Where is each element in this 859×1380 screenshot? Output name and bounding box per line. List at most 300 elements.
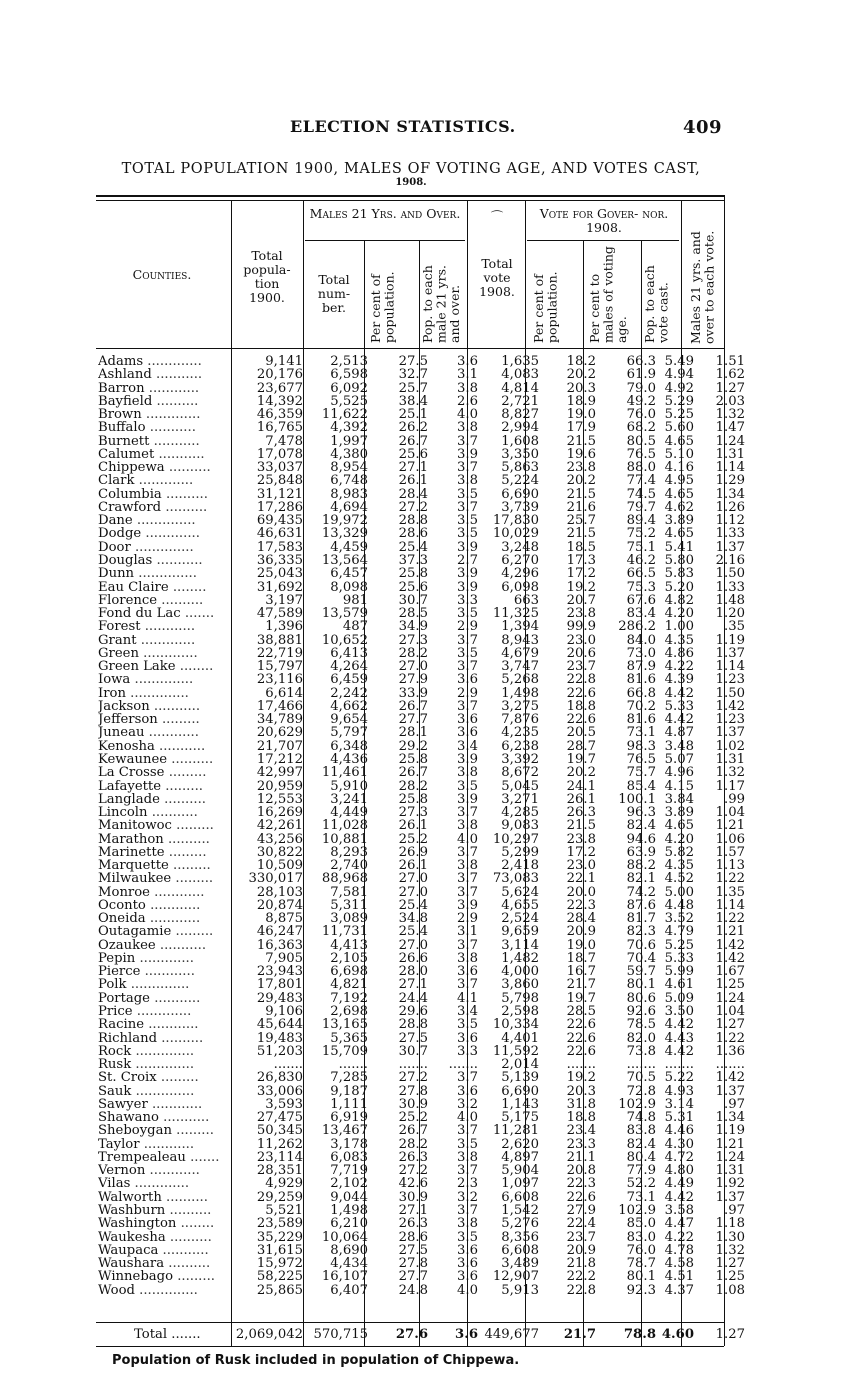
table-cell: 1,498 xyxy=(501,686,539,700)
table-cell: 19,483 xyxy=(256,1031,303,1045)
table-row xyxy=(98,461,748,474)
table-cell: 2,620 xyxy=(501,1137,539,1151)
header-counties: Counties. xyxy=(132,267,192,282)
total-row xyxy=(98,1326,748,1344)
table-cell: 19.7 xyxy=(566,991,596,1006)
table-cell: 3.7 xyxy=(457,1124,478,1138)
table-cell: 66.3 xyxy=(626,355,656,369)
table-row xyxy=(98,740,748,753)
table-cell: 81.6 xyxy=(626,713,656,727)
leader-dots: ........... xyxy=(154,739,206,753)
table-cell: 4,821 xyxy=(330,978,368,992)
table-cell: 19.7 xyxy=(566,752,596,767)
leader-dots: ............. xyxy=(136,633,196,647)
county-name xyxy=(98,1071,232,1084)
county-name xyxy=(98,382,232,395)
table-cell: 26,830 xyxy=(256,1071,303,1085)
leader-dots: ............. xyxy=(138,646,198,661)
table-cell: 33,037 xyxy=(256,461,303,475)
header-males-pop-each: Pop. to each male 21 yrs. and over. xyxy=(420,265,462,343)
table-cell: 28.7 xyxy=(566,739,596,753)
table-cell: 45,644 xyxy=(256,1018,303,1032)
table-cell: 1.32 xyxy=(715,408,745,422)
table-row xyxy=(98,1217,748,1230)
county-name xyxy=(98,819,232,832)
table-cell: 58,225 xyxy=(256,1270,303,1284)
table-cell: 18.7 xyxy=(566,951,596,966)
table-cell: 51,203 xyxy=(256,1044,303,1059)
table-cell: 82.4 xyxy=(626,819,656,833)
table-cell: 6,098 xyxy=(501,580,539,594)
table-cell: 3.6 xyxy=(457,355,478,369)
table-row xyxy=(98,793,748,806)
table-cell: 3.8 xyxy=(457,421,478,435)
table-cell: 6,598 xyxy=(330,368,368,382)
table-cell: 67.6 xyxy=(626,593,656,608)
table-cell: 76.5 xyxy=(626,447,656,462)
table-cell: 1.04 xyxy=(715,806,745,820)
table-cell: 42,261 xyxy=(256,819,303,833)
county-name xyxy=(98,740,232,753)
table-cell: 330,017 xyxy=(248,872,303,886)
table-row xyxy=(98,634,748,647)
table-cell: 24.4 xyxy=(398,991,428,1006)
county-name xyxy=(98,673,232,686)
leader-dots: .......... xyxy=(157,593,204,608)
county-name xyxy=(98,1045,232,1058)
table-cell: 2.9 xyxy=(457,620,478,634)
table-cell: 487 xyxy=(342,620,368,634)
table-cell: 26.3 xyxy=(398,1150,428,1165)
table-cell: 82.4 xyxy=(626,1137,656,1151)
table-row xyxy=(98,806,748,819)
table-cell: 5.49 xyxy=(664,355,694,369)
leader-dots: ............. xyxy=(135,951,194,966)
table-cell: 99.9 xyxy=(566,620,596,634)
table-cell: 28.4 xyxy=(398,487,428,501)
table-cell: 20,176 xyxy=(256,368,303,382)
county-name xyxy=(98,448,232,461)
table-cell: 3.6 xyxy=(457,673,478,687)
county-label: Sawyer xyxy=(98,1097,148,1112)
county-label: Milwaukee xyxy=(98,872,172,886)
table-cell: 5,045 xyxy=(501,779,539,793)
leader-dots: .......... xyxy=(161,1190,208,1204)
table-cell: 1.42 xyxy=(715,699,745,714)
county-name xyxy=(98,912,232,925)
table-cell: 981 xyxy=(342,593,368,608)
table-cell: 5,910 xyxy=(330,779,368,793)
table-cell: 4.82 xyxy=(664,593,694,608)
table-cell: 4.95 xyxy=(664,474,694,488)
leader-dots: ............. xyxy=(143,355,202,369)
county-label: Columbia xyxy=(98,487,162,501)
table-cell: 5,863 xyxy=(501,461,539,475)
table-cell: 5.25 xyxy=(664,938,694,952)
table-cell: 1.50 xyxy=(715,567,745,581)
county-label: Forest xyxy=(98,620,141,634)
table-cell: 5,365 xyxy=(330,1031,368,1045)
table-cell: 23.0 xyxy=(566,633,596,647)
table-cell: 1,111 xyxy=(330,1097,368,1112)
table-cell: 4,655 xyxy=(501,898,539,913)
table-cell: 88,968 xyxy=(321,872,368,886)
table-cell: 27.0 xyxy=(398,872,428,886)
leader-dots: ....... xyxy=(185,1150,220,1165)
table-cell: 3,489 xyxy=(501,1257,539,1271)
table-cell: 17.2 xyxy=(566,567,596,581)
table-row xyxy=(98,819,748,832)
table-row xyxy=(98,554,748,567)
table-cell: 25.8 xyxy=(398,567,428,581)
table-cell: 5.20 xyxy=(664,580,694,594)
males-group-rule xyxy=(305,240,465,241)
table-cell: 8,875 xyxy=(265,912,303,926)
leader-dots: .......... xyxy=(165,1230,212,1244)
table-cell: 27.2 xyxy=(398,500,428,515)
table-cell: 27.9 xyxy=(566,1204,596,1218)
table-cell: 85.0 xyxy=(626,1217,656,1231)
county-name xyxy=(98,899,232,912)
total-cell: 4.60 xyxy=(661,1327,694,1342)
table-cell: 70.5 xyxy=(626,1071,656,1085)
table-cell: 4.65 xyxy=(664,527,694,541)
county-name xyxy=(98,435,232,448)
table-cell: 3,241 xyxy=(330,792,368,807)
table-cell: 3.8 xyxy=(457,474,478,488)
county-name xyxy=(98,700,232,713)
county-name xyxy=(98,474,232,487)
table-row xyxy=(98,514,748,527)
table-cell: 4.58 xyxy=(664,1257,694,1271)
table-cell: 3.8 xyxy=(457,859,478,873)
leader-dots: ......... xyxy=(171,1124,214,1138)
table-cell: 1.19 xyxy=(715,1124,745,1138)
table-cell: 27.0 xyxy=(398,938,428,952)
table-cell: 4.62 xyxy=(664,500,694,515)
table-cell: 23.8 xyxy=(566,461,596,475)
table-cell: 30.7 xyxy=(398,593,428,608)
table-cell: 3.6 xyxy=(457,965,478,979)
table-cell: .35 xyxy=(724,620,745,634)
table-cell: 26.6 xyxy=(398,951,428,966)
table-cell: 27.1 xyxy=(398,461,428,475)
county-name xyxy=(98,859,232,872)
table-row xyxy=(98,1244,748,1257)
table-cell: 4.86 xyxy=(664,646,694,661)
table-row xyxy=(98,965,748,978)
table-cell: 23,116 xyxy=(256,673,303,687)
leader-dots: .......... xyxy=(163,832,210,846)
table-cell: 3.9 xyxy=(457,898,478,913)
table-cell: 3.7 xyxy=(457,872,478,886)
table-cell: 4,694 xyxy=(330,500,368,515)
table-row xyxy=(98,1257,748,1270)
table-cell: 89.4 xyxy=(626,514,656,528)
table-cell: 94.6 xyxy=(626,832,656,846)
county-name xyxy=(98,527,232,540)
table-cell: 74.8 xyxy=(626,1111,656,1125)
table-cell: 70.6 xyxy=(626,938,656,952)
table-cell: 1.42 xyxy=(715,938,745,952)
table-cell: 3.4 xyxy=(457,1005,478,1019)
table-cell: 75.3 xyxy=(626,580,656,594)
table-cell: 28.2 xyxy=(398,646,428,661)
table-cell: 23,114 xyxy=(256,1150,303,1165)
table-cell: 7,905 xyxy=(265,951,303,966)
table-row xyxy=(98,713,748,726)
table-cell: ....... xyxy=(398,1058,428,1072)
county-label: Wood xyxy=(98,1283,135,1297)
table-cell: 27.1 xyxy=(398,978,428,992)
table-cell: 22.6 xyxy=(566,1044,596,1059)
table-cell: 1.17 xyxy=(715,779,745,793)
table-cell: 4.42 xyxy=(664,713,694,727)
county-label: Pepin xyxy=(98,951,136,966)
table-cell: 1.34 xyxy=(715,1111,745,1125)
table-cell: 2,513 xyxy=(330,355,368,369)
header-bottom-rule xyxy=(96,348,724,349)
table-cell: 42.6 xyxy=(398,1177,428,1191)
table-cell: 5.33 xyxy=(664,951,694,966)
table-cell: 1.62 xyxy=(715,368,745,382)
table-cell: 38,881 xyxy=(256,633,303,647)
county-name xyxy=(98,687,232,700)
table-cell: 17,466 xyxy=(256,699,303,714)
county-label: Walworth xyxy=(98,1190,162,1204)
table-cell: 3.5 xyxy=(457,1230,478,1244)
table-cell: 3.52 xyxy=(664,912,694,926)
table-cell: 25,865 xyxy=(256,1283,303,1297)
table-cell: 3.6 xyxy=(457,726,478,740)
table-cell: 59.7 xyxy=(626,965,656,979)
table-cell: 4.39 xyxy=(664,673,694,687)
table-cell: 25.2 xyxy=(398,832,428,846)
table-cell: 3.9 xyxy=(457,752,478,767)
county-name xyxy=(98,1284,232,1297)
table-cell: 30.9 xyxy=(398,1097,428,1112)
table-cell: 17,286 xyxy=(256,500,303,515)
table-cell: 6,407 xyxy=(330,1283,368,1297)
table-cell: 3.48 xyxy=(664,739,694,753)
county-label: Price xyxy=(98,1005,133,1019)
table-cell: 43,256 xyxy=(256,832,303,846)
table-cell: ....... xyxy=(566,1058,596,1072)
table-cell: 49.2 xyxy=(626,394,656,409)
table-cell: 4.43 xyxy=(664,1031,694,1045)
table-cell: 3.7 xyxy=(457,885,478,899)
table-cell: 3.9 xyxy=(457,580,478,594)
table-cell: 5,913 xyxy=(501,1283,539,1297)
county-name xyxy=(98,567,232,580)
header-gov-pct-pop: Per cent of population. xyxy=(531,271,560,343)
table-cell: 69,435 xyxy=(256,514,303,528)
leader-dots: ......... xyxy=(157,713,200,727)
table-cell: 28,103 xyxy=(256,885,303,899)
table-cell: 1.21 xyxy=(715,1137,745,1151)
table-cell: 68.2 xyxy=(626,421,656,435)
table-cell: 23,943 xyxy=(256,965,303,979)
table-cell: 27.8 xyxy=(398,1084,428,1098)
table-cell: 3.7 xyxy=(457,938,478,952)
county-name xyxy=(98,581,232,594)
table-cell: 21.5 xyxy=(566,434,596,448)
county-name xyxy=(98,1164,232,1177)
county-label: Ashland xyxy=(98,368,152,382)
county-name xyxy=(98,952,232,965)
table-row xyxy=(98,886,748,899)
table-cell: 3.5 xyxy=(457,607,478,621)
table-cell: 21.1 xyxy=(566,1150,596,1165)
county-name xyxy=(98,978,232,991)
table-cell: 1.37 xyxy=(715,646,745,661)
leader-dots: ........... xyxy=(158,1111,210,1125)
header-total-vote: Total vote 1908. xyxy=(479,256,515,299)
table-cell: 28.6 xyxy=(398,1230,428,1244)
table-cell: 10,029 xyxy=(492,527,539,541)
table-row xyxy=(98,647,748,660)
county-name xyxy=(98,554,232,567)
table-cell: 1.22 xyxy=(715,912,745,926)
table-cell: 4,449 xyxy=(330,806,368,820)
table-cell: 3.6 xyxy=(457,1084,478,1098)
table-cell: 19.0 xyxy=(566,408,596,422)
table-cell: 4,413 xyxy=(330,938,368,952)
table-cell: 5.99 xyxy=(664,965,694,979)
table-cell: 16,269 xyxy=(256,806,303,820)
table-cell: 6,457 xyxy=(330,567,368,581)
table-cell: 92.3 xyxy=(626,1283,656,1297)
table-cell: 82.0 xyxy=(626,1031,656,1045)
table-cell: 87.6 xyxy=(626,898,656,913)
county-name xyxy=(98,620,232,633)
table-cell: 8,356 xyxy=(501,1230,539,1244)
table-cell: 28.8 xyxy=(398,1018,428,1032)
table-cell: ....... xyxy=(273,1058,303,1072)
table-cell: 2.7 xyxy=(457,553,478,568)
table-cell: 6,748 xyxy=(330,474,368,488)
table-cell: 4.92 xyxy=(664,381,694,395)
table-row xyxy=(98,395,748,408)
table-cell: 18.8 xyxy=(566,1111,596,1125)
county-label: Douglas xyxy=(98,553,153,568)
table-cell: 75.1 xyxy=(626,540,656,554)
table-cell: 1.31 xyxy=(715,447,745,462)
table-cell: 26.3 xyxy=(566,806,596,820)
table-row xyxy=(98,1005,748,1018)
table-cell: 35,229 xyxy=(256,1230,303,1244)
table-cell: 9,044 xyxy=(330,1190,368,1204)
table-cell: 2,102 xyxy=(330,1177,368,1191)
table-cell: 1.08 xyxy=(715,1283,745,1297)
county-label: Eau Claire xyxy=(98,580,169,594)
header-males-total: Total num- ber. xyxy=(317,272,351,315)
table-cell: 25.6 xyxy=(398,447,428,462)
table-cell: 20.9 xyxy=(566,1243,596,1258)
county-label: Bayfield xyxy=(98,394,153,409)
county-label: Brown xyxy=(98,408,142,422)
table-row xyxy=(98,1098,748,1111)
county-name xyxy=(98,992,232,1005)
table-cell: 77.4 xyxy=(626,474,656,488)
table-cell: 1.21 xyxy=(715,819,745,833)
table-cell: 52.2 xyxy=(626,1177,656,1191)
table-cell: 30,822 xyxy=(256,845,303,860)
table-cell: 5.10 xyxy=(664,447,694,462)
table-cell: 5,224 xyxy=(501,474,539,488)
table-cell: 4,392 xyxy=(330,421,368,435)
leader-dots: ........... xyxy=(147,806,198,820)
running-title: ELECTION STATISTICS. xyxy=(290,117,516,136)
table-cell: 4.79 xyxy=(664,925,694,939)
table-cell: 34,789 xyxy=(256,713,303,727)
table-cell: 5.82 xyxy=(664,845,694,860)
table-cell: 30.9 xyxy=(398,1190,428,1204)
table-cell: 81.7 xyxy=(626,912,656,926)
table-cell: 73.1 xyxy=(626,1190,656,1204)
table-cell: 1.42 xyxy=(715,1071,745,1085)
table-cell: 3.6 xyxy=(457,1243,478,1258)
table-cell: 3.5 xyxy=(457,487,478,501)
leader-dots: ............. xyxy=(141,408,201,422)
table-cell: 8,954 xyxy=(330,461,368,475)
table-cell: 23,589 xyxy=(256,1217,303,1231)
table-cell: 5.41 xyxy=(664,540,694,554)
leader-dots: .......... xyxy=(152,394,199,409)
county-label: Green Lake xyxy=(98,660,176,674)
county-name xyxy=(98,1217,232,1230)
table-cell: 8,983 xyxy=(330,487,368,501)
table-cell: 2,740 xyxy=(330,859,368,873)
table-cell: 4.65 xyxy=(664,819,694,833)
table-cell: 4.93 xyxy=(664,1084,694,1098)
table-cell: 15,972 xyxy=(256,1257,303,1271)
county-label: Iron xyxy=(98,686,126,700)
county-name xyxy=(98,1018,232,1031)
table-cell: 1,143 xyxy=(501,1097,539,1112)
table-cell: 1.47 xyxy=(715,421,745,435)
table-cell: 2.03 xyxy=(715,394,745,409)
table-cell: 1.06 xyxy=(715,832,745,846)
table-cell: ....... xyxy=(664,1058,694,1072)
table-cell: 6,919 xyxy=(330,1111,368,1125)
table-cell: ....... xyxy=(338,1058,368,1072)
total-cell: 1.27 xyxy=(715,1327,745,1342)
table-cell: 1.12 xyxy=(715,514,745,528)
leader-dots: ............ xyxy=(144,726,199,740)
table-cell: 1,498 xyxy=(330,1204,368,1218)
table-cell: 26.1 xyxy=(398,474,428,488)
table-row xyxy=(98,474,748,487)
table-cell: 9,083 xyxy=(501,819,539,833)
county-name xyxy=(98,925,232,938)
table-cell: 22.3 xyxy=(566,1177,596,1191)
table-cell: 1.34 xyxy=(715,487,745,501)
table-cell: 23.7 xyxy=(566,1230,596,1244)
table-cell: 4.47 xyxy=(664,1217,694,1231)
county-name xyxy=(98,1124,232,1137)
table-cell: 5.00 xyxy=(664,885,694,899)
table-cell: 4.42 xyxy=(664,1044,694,1059)
table-cell: 3.6 xyxy=(457,1031,478,1045)
table-cell: 17,078 xyxy=(256,447,303,462)
table-cell: 3.89 xyxy=(664,806,694,820)
table-cell: 27.7 xyxy=(398,713,428,727)
table-cell: 1.32 xyxy=(715,1243,745,1258)
county-name xyxy=(98,634,232,647)
table-cell: 10,334 xyxy=(492,1018,539,1032)
table-cell: 42,997 xyxy=(256,766,303,780)
